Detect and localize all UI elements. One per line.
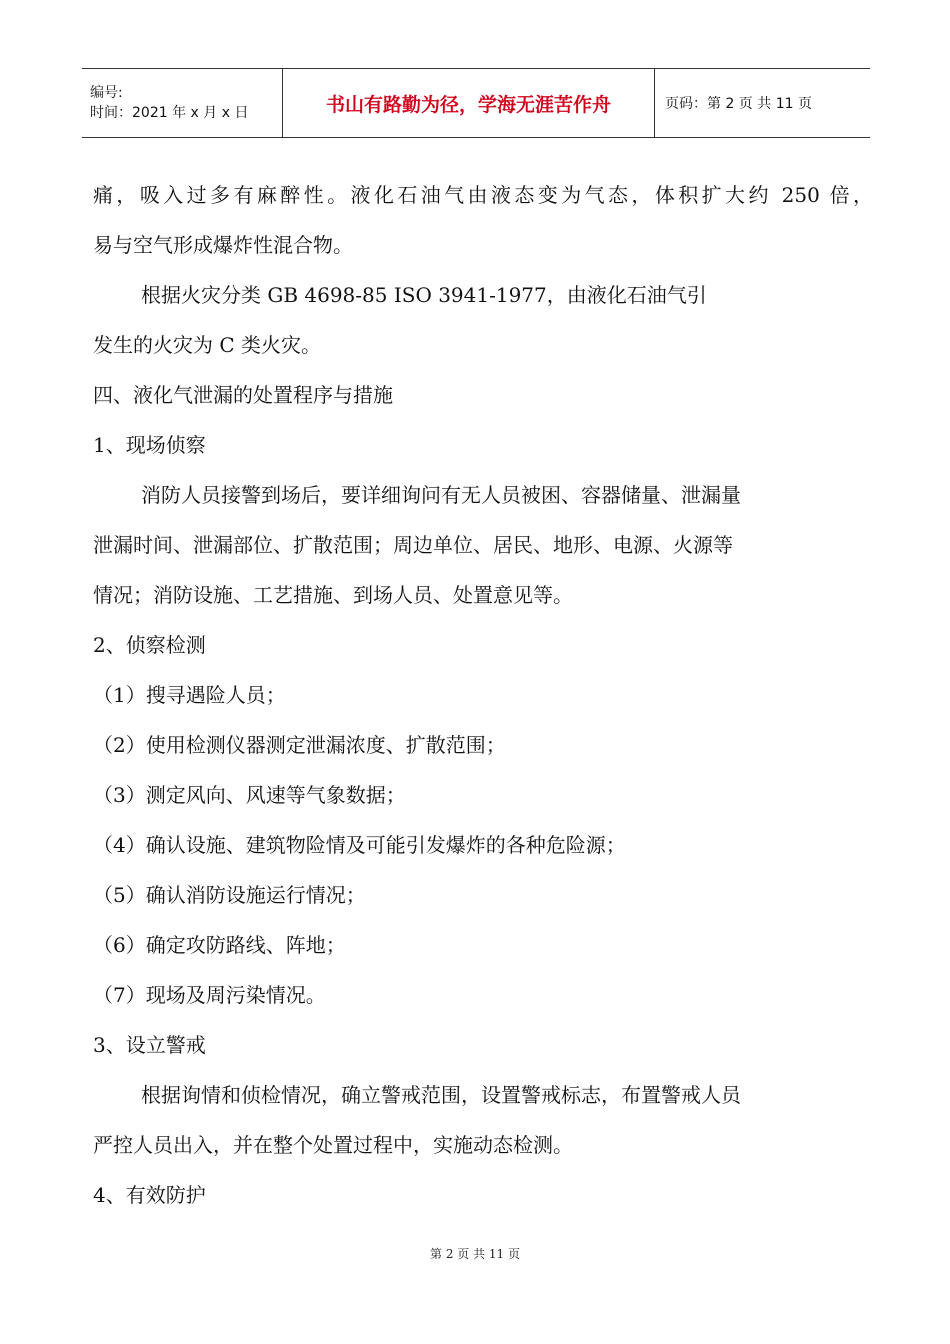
paragraph-line: 消防人员接警到场后，要详细询问有无人员被困、容器储量、泄漏量 <box>141 483 741 507</box>
paragraph-line: 根据火灾分类 GB 4698-85 ISO 3941-1977，由液化石油气引 <box>141 283 707 307</box>
paragraph-line: 易与空气形成爆炸性混合物。 <box>93 233 353 257</box>
page-footer: 第 2 页 共 11 页 <box>430 1247 520 1261</box>
document-body <box>93 170 873 1220</box>
list-item: （1）搜寻遇险人员； <box>93 683 286 707</box>
page-header <box>82 68 870 138</box>
list-item: （3）测定风向、风速等气象数据； <box>93 783 406 807</box>
paragraph-line: 情况；消防设施、工艺措施、到场人员、处置意见等。 <box>93 583 573 607</box>
header-motto <box>283 69 655 137</box>
list-item: （7）现场及周污染情况。 <box>93 983 326 1007</box>
paragraph-line: 泄漏时间、泄漏部位、扩散范围；周边单位、居民、地形、电源、火源等 <box>93 533 733 557</box>
header-page-info <box>655 69 870 137</box>
list-item: （2）使用检测仪器测定泄漏浓度、扩散范围； <box>93 733 506 757</box>
section-heading: 四、液化气泄漏的处置程序与措施 <box>93 383 393 407</box>
paragraph-line: 发生的火灾为 C 类火灾。 <box>93 333 322 357</box>
list-item: （6）确定攻防路线、阵地； <box>93 933 346 957</box>
subsection-heading: 2、侦察检测 <box>93 633 206 657</box>
paragraph-line: 痛，吸入过多有麻醉性。液化石油气由液态变为气态，体积扩大约 250 倍， <box>93 183 873 207</box>
subsection-heading: 4、有效防护 <box>93 1183 206 1207</box>
header-meta <box>82 69 283 137</box>
subsection-heading: 3、设立警戒 <box>93 1033 206 1057</box>
motto-text: 书山有路勤为径，学海无涯苦作舟 <box>325 93 611 116</box>
document-number-label: 编号: <box>90 85 123 101</box>
paragraph-line: 严控人员出入，并在整个处置过程中，实施动态检测。 <box>93 1133 573 1157</box>
list-item: （5）确认消防设施运行情况； <box>93 883 366 907</box>
page-info-text: 页码：第 2 页 共 11 页 <box>665 96 812 112</box>
subsection-heading: 1、现场侦察 <box>93 433 206 457</box>
paragraph-line: 根据询情和侦检情况，确立警戒范围，设置警戒标志，布置警戒人员 <box>141 1083 741 1107</box>
document-date: 时间：2021 年 x 月 x 日 <box>90 105 249 121</box>
list-item: （4）确认设施、建筑物险情及可能引发爆炸的各种危险源； <box>93 833 626 857</box>
